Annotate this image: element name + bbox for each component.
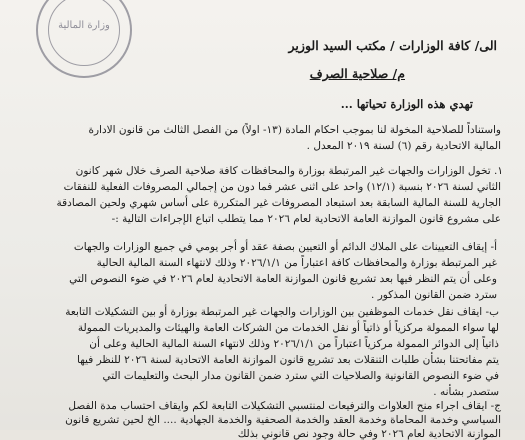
itemB-line-2: لها سواء الممولة مركزياً أو ذاتياً أو نقل الخدمات من الشركات العامة والهيئات والمديريات الممولة [77,322,499,334]
intro-line-1: واستناداً للصلاحية المخولة لنا بموجب احكام المادة (١٣- اولاً) من الفصل الثالث من قانون الادارة [88,124,501,136]
item1-line-2: الثاني لسنة ٢٠٢٦ بنسبة (١٢/١) واحد على اثنى عشر فما دون من إجمالي المصروفات الفعلية للنفقات [63,181,501,193]
itemC-line-1: ج- ايقاف اجراء منح العلاوات والترفيعات لمنتسبي التشكيلات التابعة لكم وايقاف احتساب مدة الفصل [68,400,501,412]
item1-line-4: على مشروع قانون الموازنة العامة الاتحادية لعام ٢٠٢٦ مما يتطلب اتباع الإجراءات التالية :- [111,213,501,225]
itemB-line-5: في ضوء النصوص القانونية والصلاحيات التي سترد ضمن القانون مدار البحث والتعليمات التي [102,370,499,382]
item1-line-1: ١. تخول الوزارات والجهات غير المرتبطة بوزارة والمحافظات كافة صلاحية الصرف خلال شهر كانون [75,165,503,177]
itemC-line-2: السياسي وخدمة المحاماة وخدمة العقد والخدمة الصحفية والخدمة الجهادية .... الخ لحين تشريع قانون [65,414,501,426]
item1-line-3: الجارية للسنة المالية السابقة بعد استبعاد المصروفات غير المتكررة على أساس شهري ولحين المصادقة [56,197,501,209]
itemC-line-3: الموازنة الاتحادية لعام ٢٠٢٦ وفي حالة وجود نص قانوني بذلك [237,428,501,440]
itemB-line-3: ذاتياً إلى الدوائر الممولة مركزياً اعتباراً من ٢٠٢٦/١/١ وذلك لانتهاء السنة المالية الحالية وعلى أن [89,338,499,350]
itemA-line-4: سترد ضمن القانون المذكور . [371,289,497,301]
itemA-line-2: غير المرتبطة بوزارة والمحافظات كافة اعتباراً من ٢٠٢٦/١/١ وذلك لانتهاء السنة المالية الحالية [96,257,497,269]
ministry-stamp [36,0,132,78]
subject-line: م/ صلاحية الصرف [309,66,405,81]
recipient-line: الى/ كافة الوزارات / مكتب السيد الوزير [288,38,497,53]
intro-line-2: المالية الاتحادية رقم (٦) لسنة ٢٠١٩ المعدل . [306,140,501,152]
itemA-line-3: وعلى أن يتم النظر فيها بعد تشريع قانون الموازنة العامة الاتحادية لعام ٢٠٢٦ في ضوء النصوص التي [69,273,497,285]
itemB-line-4: يتم مفاتحتنا بشأن طلبات التنقلات بعد تشريع قانون الموازنة العامة الاتحادية لسنة ٢٠٢٦ للنظر فيها [77,354,499,366]
itemB-line-1: ب- ايقاف نقل خدمات الموظفين بين الوزارات والجهات غير المرتبطة بوزارة أو بين التشكيلات التابعة [65,306,499,318]
stamp-text: وزارة المالية [58,20,110,31]
itemB-line-6: ستصدر بشأنه . [433,386,499,398]
greeting-line: تهدي هذه الوزارة تحياتها ... [340,97,473,111]
itemA-line-1: أ- إيقاف التعيينات على الملاك الدائم أو التعيين بصفة عقد أو أجر يومي في جميع الوزارات والجهات [73,241,497,253]
